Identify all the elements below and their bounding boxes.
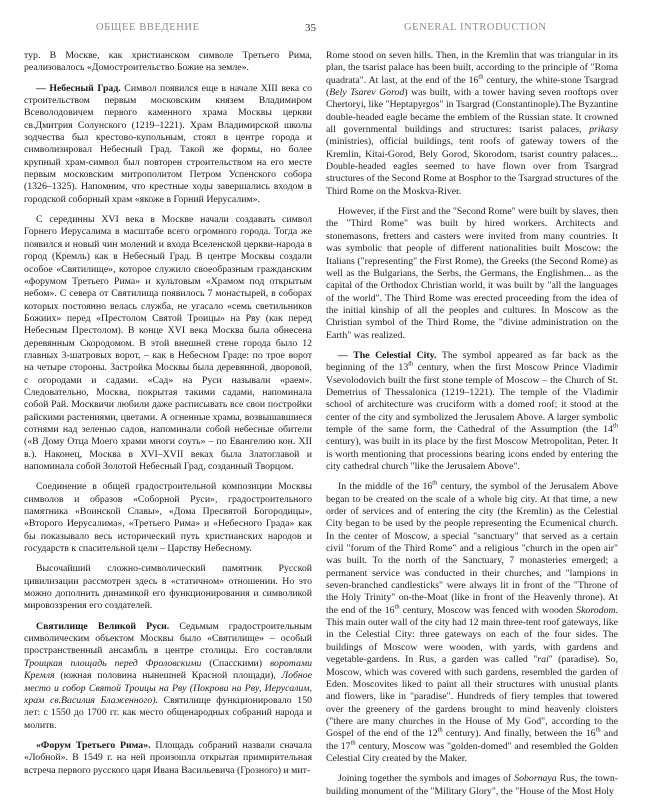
page-number: 35 bbox=[305, 22, 316, 34]
ru-heading-sanctuary: Святилище Великой Руси. bbox=[36, 620, 170, 632]
ru-paragraph-4: Соединение в общей градостроительной композиции Москвы символов и образов «Соборной Руси», градостроительного памятника «Воинской Славы», «Дома Пресвятой Богородицы», «Второго Иерусалима», «Третьего Рима» и «Небесного Града» как бы показывало весь исторический путь христианских народов и государств к спасительной цели – Царству Небесному. bbox=[24, 481, 312, 555]
header-right-title: GENERAL INTRODUCTION bbox=[404, 22, 547, 33]
ru-heading-celestial-city: — Небесный Град. bbox=[36, 82, 121, 94]
english-column bbox=[326, 50, 618, 806]
ru-paragraph-celestial-city: — Небесный Град. Символ появился еще в начале XIII века со строительством первым московским князем Владимиром Всеволодовичем первого каменного храма Москвы церкви св.Дмитрия Солунского (1219–1221). Храм Владимирской школы зодчества был крестово-купольным, стоял в центре города и символизировал Небесный Град. Такой же формы, но более крупный храм-символ был повторен строительством на его месте первым московским митрополитом Петром Успенского собора (1326–1325). Напомним, что крестные ходы завершались входом в городской соборный храм «якоже в Горний Иерусалим». bbox=[24, 82, 312, 205]
header-left-title: ОБЩЕЕ ВВЕДЕНИЕ bbox=[96, 22, 200, 33]
ru-paragraph-3: С серединны XVI века в Москве начали создавать символ Горнего Иерусалима в масштабе всего огромного города. Тогда же появился и новый чин молений и входа Вселенской церкви-народа в город (Кремль) как в Небесный Град. В центре Москвы создали особое «Святилище», которое служило своеобразным гражданским «форумом Третьего Рима» и культовым «Храмом под открытым небом». С севера от Святилища появилось 7 монастырей, в соборах которых постоянно велась служба, не угасало «семь светильников Божиих» перед «Престолом Святой Троицы» на Рву (как перед Небесным Престолом). В конце XVI века Москва была обнесена деревянным Скородомом. В этой внешней стене города было 12 главных 3-шатровых ворот, – как в Небесном Граде: по трое ворот на четыре стороны. Застройка Москвы была деревянной, дворовой, с огородами и садами. «Сад» на Руси называли «раем». Следовательно, Москва, покрытая такими садами, напоминала собой Рай. Москвичи любили даже расписывать все свои постройки райскими растениями, цветами. А огненные храмы, возвышавшиеся сотнями над зеленью садов, напоминали собой небесные обители («В Дому Отца Моего храми многи соуть» – по Евангелию кон. XII в.). Наконец, Москва в XVI–XVII веках была Златоглавой и напоминала собой Золотой Небесный Град, созданный Творцом. bbox=[24, 214, 312, 472]
en-paragraph-2: However, if the First and the "Second Rome" were built by slaves, then the "Third Rome" was built by hired workers. Architects and stonemasons, fretters and casters were invited from many countries. It was symbolic that people of different nationalities built Moscow: the Italians ("representing" the First Rome), the Greeks (the Second Rome) as well as the Bulgarians, the Serbs, the Germans, the Englishmen... as the capital of the Orthodox Christian world, it was built by "all the languages of the world". The Third Rome was erected proceeding from the idea of the initial kinship of all the peoples and cultures. In Moscow as the Christian symbol of the Third Rome, the "divine administration on the Earth" was realized. bbox=[326, 206, 618, 341]
ru-paragraph-5: Высочайший сложно-символический памятник Русской цивилизации рассмотрен здесь в «статичном» отношении. Но это можно дополнить динамикой его функционирования и символикой мировоззрения его создателей. bbox=[24, 563, 312, 612]
running-header bbox=[0, 22, 646, 38]
en-heading-celestial-city: — The Celestial City. bbox=[338, 349, 437, 361]
en-paragraph-celestial-city: — The Celestial City. The symbol appeared as far back as the beginning of the 13th century, when the first Moscow Prince Vladimir Vsevolodovich built the first stone temple of Moscow – the Church of St. Demetrius of Thessalonica (1219–1221). The temple of the Vladimir school of architecture was cruciform with a domed roof; it stood at the center of the city and symbolized the Jerusalem Above. A larger symbolic temple of the same form, the Cathedral of the Assumption (the 14th century), was built in its place by the first Moscow Metropolitan, Peter. It is worth mentioning that processions bearing icons ended by entering the city cathedral church "like the Jerusalem Above". bbox=[326, 349, 618, 472]
en-paragraph-1: Rome stood on seven hills. Then, in the Kremlin that was triangular in its plan, the tsarist palace has been built, according to the principle of "Roma quadrata". At last, at the end of the 16th century, the white-stone Tsargrad (Bely Tsarev Gorod) was built, with a tower having seven rooftops over Chertoryi, like "Heptapyrgos" in Tsargrad (Constantinople).The Byzantine double-headed eagle became the emblem of the Russian state. It crowned all governmental buildings and structures: tsarist palaces, prikasy (ministries), official buildings, tent roofs of gateway towers of the Kremlin, Kitai-Gorod, Bely Gorod, Skorodom, tsarist country palaces... Double-headed eagles seemed to have flown over from Tsargrad structures of the Second Rome at Bosphor to the Tsargrad structures of the Third Rome on the Moskva-River. bbox=[326, 50, 618, 197]
en-paragraph-4: In the middle of the 16th century, the symbol of the Jerusalem Above began to be created on the scale of a whole big city. At that time, a new order of services and of entering the city (the Kremlin) as the Celestial City began to be used by the people representing the Ecumenical church. In the center of Moscow, a special "sanctuary" that served as a certain civil "forum of the Third Rome" and a religious "church in the open air" was built. To the north of the Sanctuary, 7 monasteries emerged; a permanent service was conducted in their churches, and "lampions in seven-branched candlesticks" were always lit in front of the "Throne of the Holy Trinity" on-the-Moat (like in front of the Heavenly throne). At the end of the 16th century, Moscow was fenced with wooden Skorodom. This main outer wall of the city had 12 main three-tent roof gateways, like in the Celestial City: three gateways on each of the four sides. The buildings of Moscow were wooden, with yards, with gardens and vegetable-gardens. In Rus, a garden was called "rai" (paradise). So, Moscow, which was covered with such gardens, resembled the garden of Eden. Moscovites liked to paint all their structures with unusual plants and flowers, like in "paradise". Hundreds of fiery temples that towered over the greenery of the gardens brought to mind heavenly cloisters ("there are many churches in the House of My God", according to the Gospel of the end of the 12th century). And finally, between the 16th and the 17th century, Moscow was "golden-domed" and resembled the Golden Celestial City created by the Maker. bbox=[326, 480, 618, 764]
en-paragraph-5: Joining together the symbols and images of Sobornaya Rus, the town-building monument of the "Military Glory", the "House of the Most Holy bbox=[326, 773, 619, 797]
ru-paragraph-forum: «Форум Третьего Рима». Площадь собраний назвали сначала «Лобной». В 1549 г. на ней произошла открытая примирительная встреча первого русского царя Ивана Васильевича (Грозного) и мит- bbox=[24, 739, 312, 776]
ru-paragraph-sanctuary: Святилище Великой Руси. Седьмым градостроительным символическим объектом Москвы было «Святилище» – особый пространственный ансамбль в центре столицы. Его составляли Троицкая площадь перед Фроловскими (Спасскими) воротами Кремля (южная половина нынешней Красной площади), Лобное место и собор Святой Троицы на Рву (Покрова на Рву, Иерусалим, храм св.Василия Блаженного). Святилище функционировало 150 лет: с 1550 до 1700 гг. как место общенародных собраний народа и молитв. bbox=[24, 620, 312, 731]
ru-paragraph-1: тур. В Москве, как христианском символе Третьего Рима, реализовалось «Домостроительство Божие на земле». bbox=[24, 50, 312, 74]
ru-heading-forum: «Форум Третьего Рима». bbox=[36, 739, 151, 751]
russian-column bbox=[24, 50, 312, 785]
